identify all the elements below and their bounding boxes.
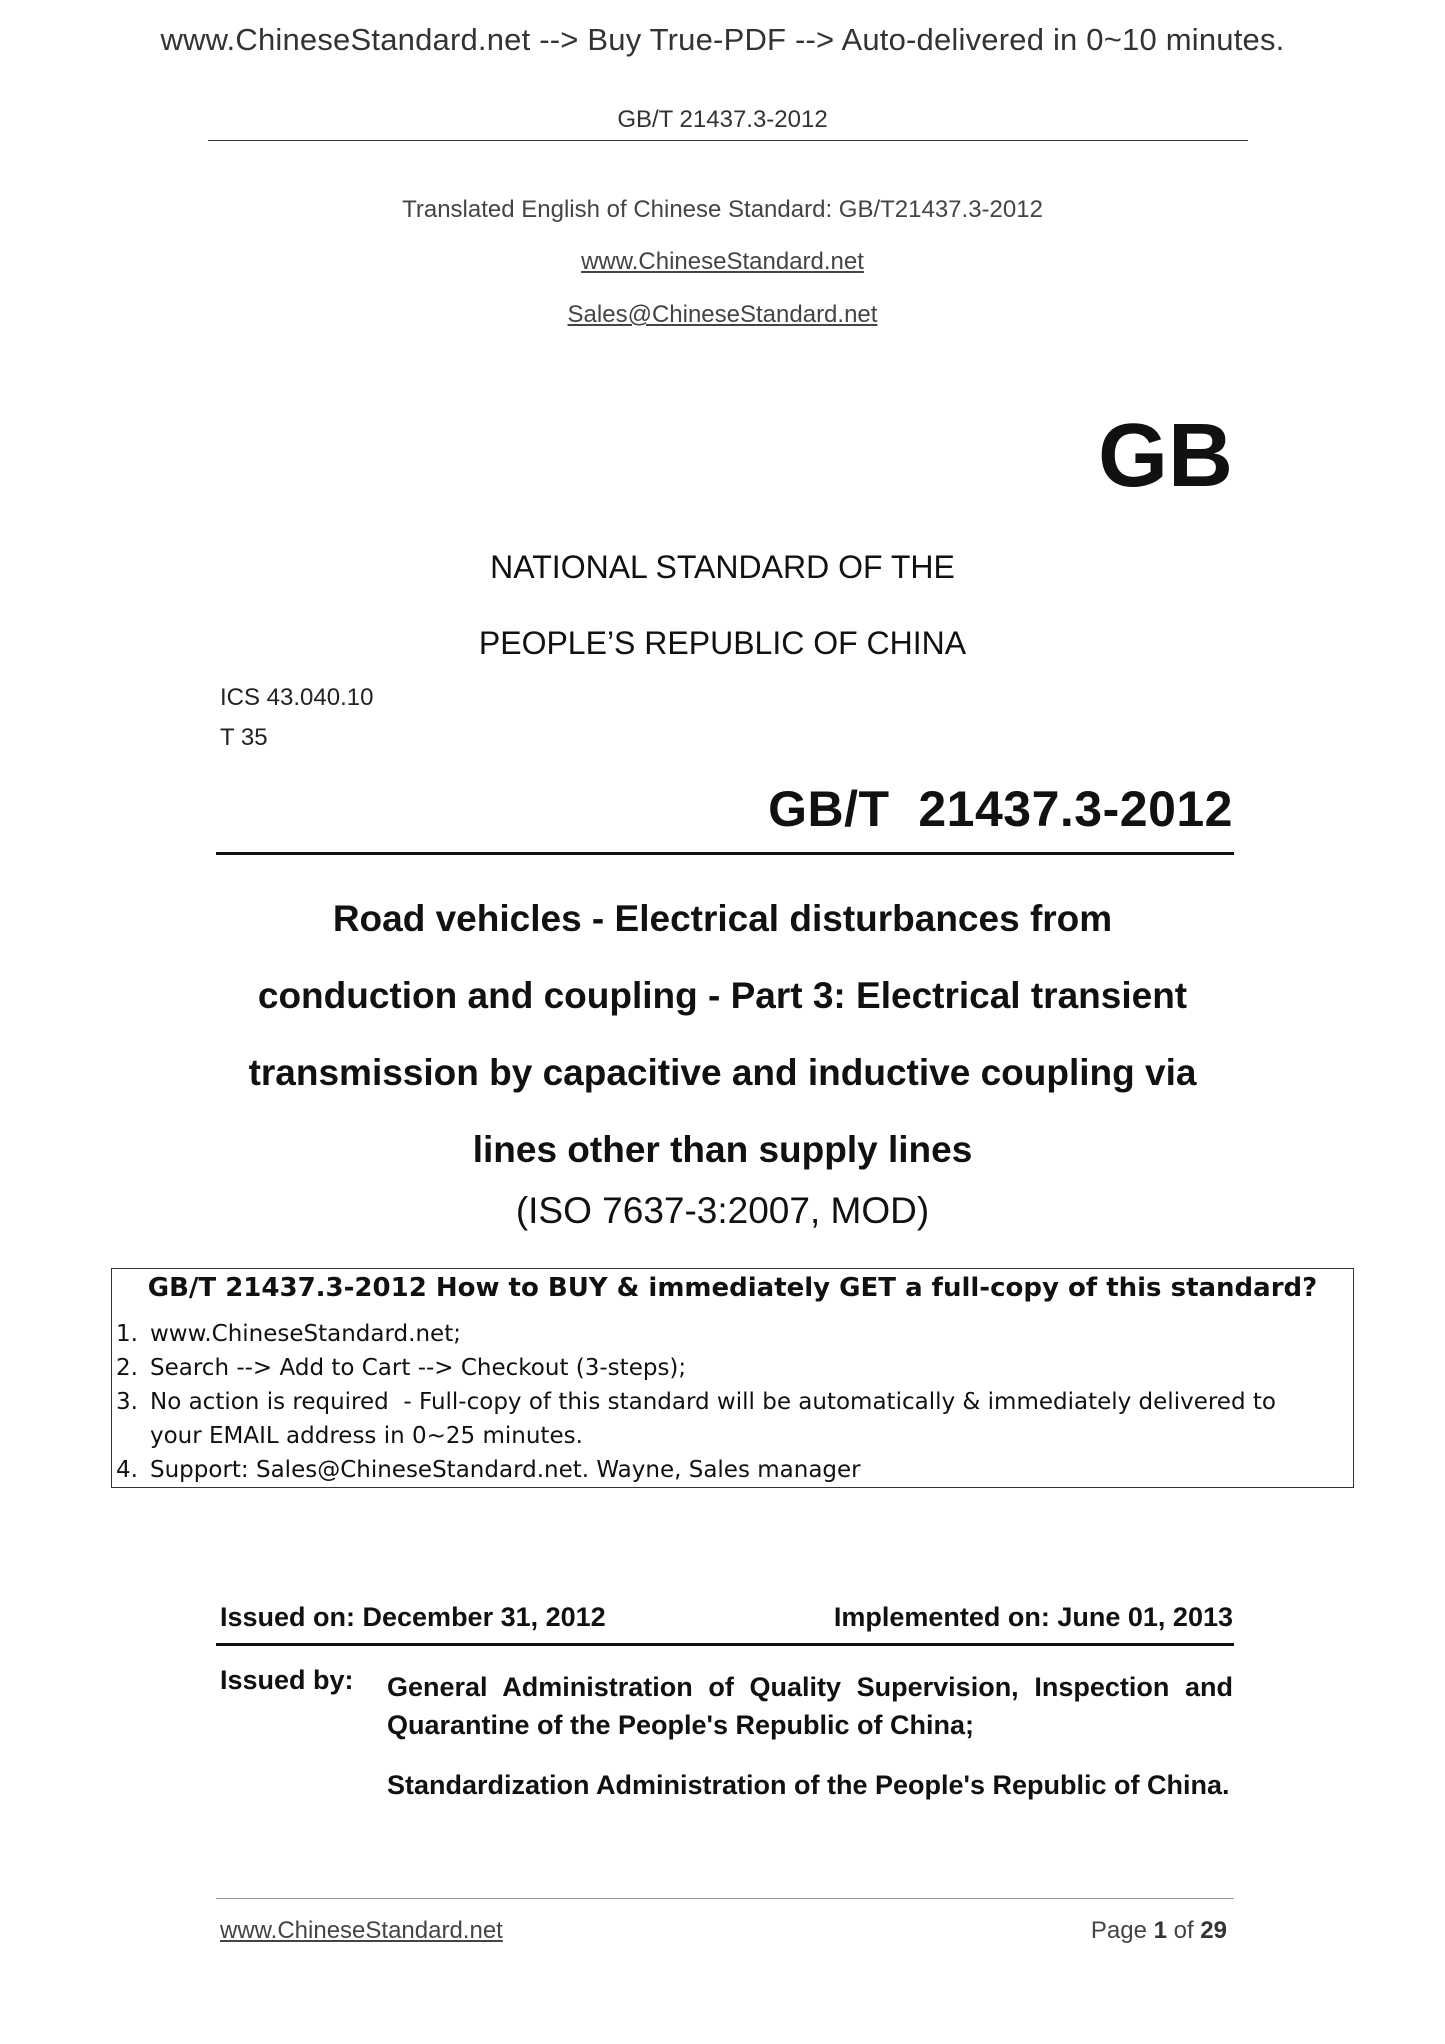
issue-divider [216, 1643, 1234, 1646]
issuer-aqsiq: General Administration of Quality Supervision, Inspection and Quarantine of the People's Republic of China; [387, 1672, 1233, 1740]
standard-code-divider [216, 852, 1234, 855]
email-link-wrapper [0, 301, 1445, 329]
title-line: transmission by capacitive and inductive coupling via [248, 1052, 1197, 1093]
page-current: 1 [1153, 1917, 1167, 1944]
purchase-steps-list [112, 1317, 1353, 1487]
list-item-text: No action is required - Full-copy of this standard will be automatically & immediately delivered to [150, 1389, 1276, 1415]
iso-reference: (ISO 7637-3:2007, MOD) [515, 1190, 930, 1231]
list-item-number: 2. [116, 1355, 138, 1381]
purchase-info-box [111, 1268, 1354, 1488]
page-prefix: Page [1090, 1917, 1154, 1944]
title-line: conduction and coupling - Part 3: Electrical transient [257, 975, 1188, 1016]
site-link[interactable]: www.ChineseStandard.net [581, 248, 864, 275]
t-classification-code: T 35 [220, 724, 268, 751]
translated-notice: Translated English of Chinese Standard: GB/T21437.3-2012 [402, 196, 1043, 223]
top-banner: www.ChineseStandard.net --> Buy True-PDF --> Auto-delivered in 0~10 minutes. [160, 22, 1285, 57]
list-item-text[interactable]: www.ChineseStandard.net; [150, 1321, 461, 1347]
list-item [112, 1385, 1353, 1453]
national-standard-line-1: NATIONAL STANDARD OF THE [490, 549, 955, 585]
list-item-number: 1. [116, 1321, 138, 1347]
header-standard-code: GB/T 21437.3-2012 [617, 106, 828, 133]
purchase-info-title: GB/T 21437.3-2012 How to BUY & immediately GET a full-copy of this standard? [147, 1273, 1318, 1303]
standard-code: GB/T 21437.3-2012 [768, 781, 1233, 837]
list-item [112, 1453, 1353, 1487]
page-of: of [1166, 1917, 1201, 1944]
list-item [112, 1317, 1353, 1351]
list-item-continuation: your EMAIL address in 0~25 minutes. [150, 1423, 583, 1449]
header-divider [208, 140, 1248, 141]
issued-on-date: Issued on: December 31, 2012 [220, 1602, 606, 1632]
implemented-on-date: Implemented on: June 01, 2013 [833, 1602, 1233, 1632]
ics-code: ICS 43.040.10 [220, 684, 374, 711]
list-item-number: 4. [116, 1457, 138, 1483]
list-item [112, 1351, 1353, 1385]
page-total: 29 [1200, 1917, 1227, 1944]
site-link-wrapper [0, 248, 1445, 276]
title-line: Road vehicles - Electrical disturbances from [332, 898, 1113, 939]
issued-by-label: Issued by: [220, 1665, 354, 1695]
title-line: lines other than supply lines [472, 1129, 973, 1170]
footer-site-link[interactable]: www.ChineseStandard.net [220, 1917, 503, 1944]
list-item-number: 3. [116, 1389, 138, 1415]
standard-title [180, 880, 1265, 1188]
gb-logo-mark: GB [1098, 406, 1233, 506]
issuer-sac: Standardization Administration of the People's Republic of China. [387, 1770, 1230, 1800]
page-indicator [1091, 1917, 1227, 1945]
email-link[interactable]: Sales@ChineseStandard.net [567, 301, 878, 328]
national-standard-line-2: PEOPLE’S REPUBLIC OF CHINA [478, 625, 967, 661]
footer-divider [216, 1898, 1234, 1899]
list-item-text: Support: Sales@ChineseStandard.net. Wayne, Sales manager [150, 1457, 861, 1483]
list-item-text: Search --> Add to Cart --> Checkout (3-steps); [150, 1355, 687, 1381]
